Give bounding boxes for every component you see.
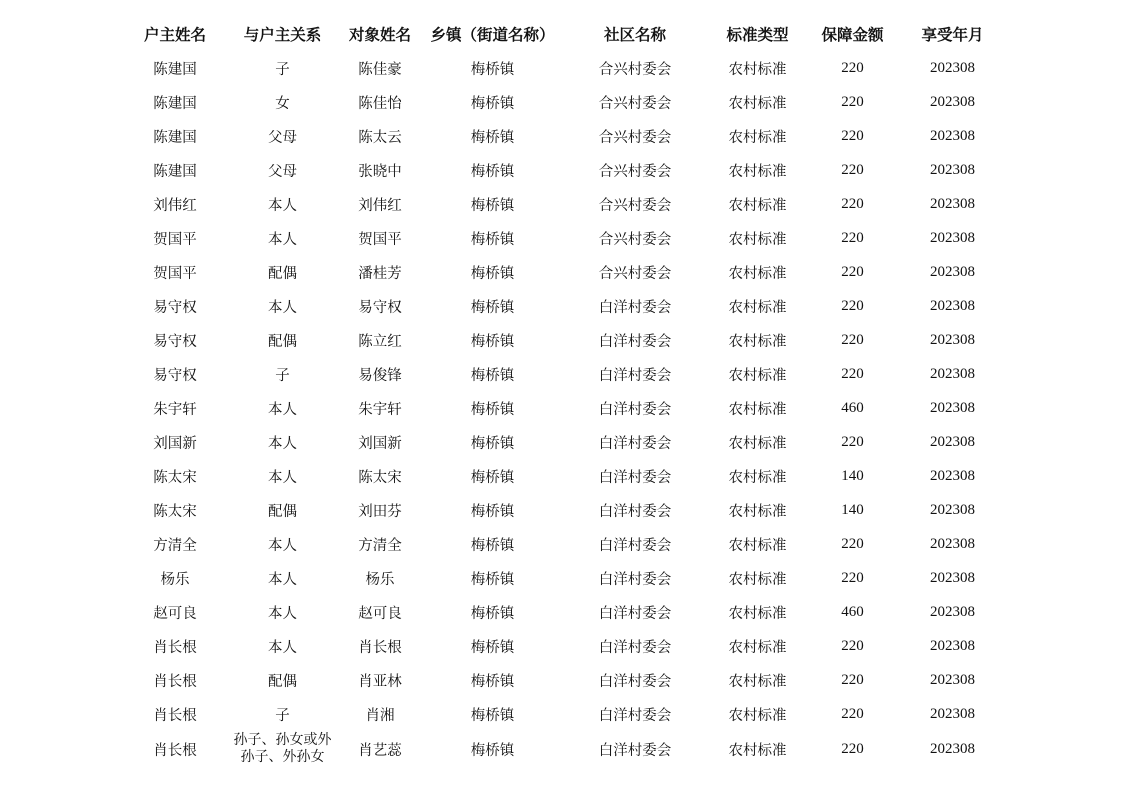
community-cell: 合兴村委会 bbox=[598, 197, 672, 214]
table-row bbox=[120, 731, 1005, 767]
standard-type-cell: 农村标准 bbox=[728, 61, 787, 78]
header-amount: 保障金额 bbox=[821, 26, 884, 44]
household-head-cell: 贺国平 bbox=[153, 265, 197, 282]
amount-cell: 220 bbox=[841, 161, 864, 178]
standard-type-cell: 农村标准 bbox=[728, 503, 787, 520]
community-cell: 合兴村委会 bbox=[598, 95, 672, 112]
town-cell: 梅桥镇 bbox=[470, 265, 515, 282]
relation-cell: 孙子、孙女或外孙子、外孙女 bbox=[233, 732, 332, 765]
beneficiary-name-cell: 刘伟红 bbox=[358, 197, 402, 214]
household-head-cell: 杨乐 bbox=[160, 571, 190, 588]
table-row bbox=[120, 289, 1005, 323]
household-head-cell: 易守权 bbox=[153, 367, 197, 384]
beneficiary-name-cell: 刘国新 bbox=[358, 435, 402, 452]
standard-type-cell: 农村标准 bbox=[728, 265, 787, 282]
household-head-cell: 贺国平 bbox=[153, 231, 197, 248]
year-month-cell: 202308 bbox=[930, 569, 975, 586]
year-month-cell: 202308 bbox=[930, 127, 975, 144]
table-row bbox=[120, 561, 1005, 595]
relation-cell: 子 bbox=[275, 707, 290, 724]
relation-cell: 配偶 bbox=[268, 673, 297, 690]
relation-cell: 父母 bbox=[268, 163, 297, 180]
community-cell: 白洋村委会 bbox=[598, 503, 672, 520]
community-cell: 合兴村委会 bbox=[598, 61, 672, 78]
relation-cell: 女 bbox=[275, 95, 290, 112]
amount-cell: 460 bbox=[841, 603, 864, 620]
year-month-cell: 202308 bbox=[930, 229, 975, 246]
standard-type-cell: 农村标准 bbox=[728, 742, 787, 759]
relation-cell: 子 bbox=[275, 61, 290, 78]
year-month-cell: 202308 bbox=[930, 161, 975, 178]
standard-type-cell: 农村标准 bbox=[728, 367, 787, 384]
relation-cell: 配偶 bbox=[268, 333, 297, 350]
household-head-cell: 陈建国 bbox=[153, 129, 197, 146]
table-row bbox=[120, 357, 1005, 391]
table-row bbox=[120, 595, 1005, 629]
relation-cell: 本人 bbox=[268, 401, 297, 418]
amount-cell: 220 bbox=[841, 229, 864, 246]
beneficiary-name-cell: 潘桂芳 bbox=[358, 265, 402, 282]
amount-cell: 220 bbox=[841, 127, 864, 144]
beneficiary-name-cell: 赵可良 bbox=[358, 605, 402, 622]
table-row bbox=[120, 119, 1005, 153]
year-month-cell: 202308 bbox=[930, 59, 975, 76]
beneficiary-name-cell: 陈佳怡 bbox=[358, 95, 402, 112]
amount-cell: 220 bbox=[841, 705, 864, 722]
household-head-cell: 陈太宋 bbox=[153, 503, 197, 520]
beneficiary-name-cell: 方清全 bbox=[358, 537, 402, 554]
table-row bbox=[120, 663, 1005, 697]
relation-cell: 本人 bbox=[268, 469, 297, 486]
town-cell: 梅桥镇 bbox=[470, 401, 515, 418]
year-month-cell: 202308 bbox=[930, 365, 975, 382]
year-month-cell: 202308 bbox=[930, 535, 975, 552]
amount-cell: 220 bbox=[841, 671, 864, 688]
community-cell: 白洋村委会 bbox=[598, 571, 672, 588]
beneficiary-name-cell: 肖长根 bbox=[358, 639, 402, 656]
table-body bbox=[120, 51, 1005, 767]
town-cell: 梅桥镇 bbox=[470, 707, 515, 724]
town-cell: 梅桥镇 bbox=[470, 61, 515, 78]
relation-cell: 本人 bbox=[268, 537, 297, 554]
header-beneficiary-name: 对象姓名 bbox=[348, 26, 411, 44]
relation-cell: 本人 bbox=[268, 197, 297, 214]
year-month-cell: 202308 bbox=[930, 399, 975, 416]
year-month-cell: 202308 bbox=[930, 467, 975, 484]
year-month-cell: 202308 bbox=[930, 705, 975, 722]
household-head-cell: 肖长根 bbox=[153, 673, 197, 690]
year-month-cell: 202308 bbox=[930, 297, 975, 314]
amount-cell: 140 bbox=[841, 467, 864, 484]
beneficiary-name-cell: 肖湘 bbox=[365, 707, 395, 724]
year-month-cell: 202308 bbox=[930, 195, 975, 212]
header-town: 乡镇（街道名称） bbox=[430, 26, 555, 44]
amount-cell: 220 bbox=[841, 569, 864, 586]
amount-cell: 220 bbox=[841, 365, 864, 382]
header-community: 社区名称 bbox=[603, 26, 666, 44]
amount-cell: 220 bbox=[841, 331, 864, 348]
amount-cell: 220 bbox=[841, 297, 864, 314]
table-row bbox=[120, 493, 1005, 527]
town-cell: 梅桥镇 bbox=[470, 95, 515, 112]
community-cell: 白洋村委会 bbox=[598, 401, 672, 418]
community-cell: 白洋村委会 bbox=[598, 367, 672, 384]
town-cell: 梅桥镇 bbox=[470, 503, 515, 520]
town-cell: 梅桥镇 bbox=[470, 469, 515, 486]
table-row bbox=[120, 459, 1005, 493]
table-row bbox=[120, 527, 1005, 561]
beneficiary-name-cell: 刘田芬 bbox=[358, 503, 402, 520]
beneficiary-name-cell: 易守权 bbox=[358, 299, 402, 316]
household-head-cell: 陈建国 bbox=[153, 163, 197, 180]
community-cell: 白洋村委会 bbox=[598, 673, 672, 690]
amount-cell: 220 bbox=[841, 59, 864, 76]
amount-cell: 220 bbox=[841, 535, 864, 552]
household-head-cell: 陈建国 bbox=[153, 61, 197, 78]
standard-type-cell: 农村标准 bbox=[728, 197, 787, 214]
household-head-cell: 肖长根 bbox=[153, 742, 197, 759]
town-cell: 梅桥镇 bbox=[470, 129, 515, 146]
amount-cell: 220 bbox=[841, 740, 864, 757]
beneficiary-name-cell: 陈太云 bbox=[358, 129, 402, 146]
town-cell: 梅桥镇 bbox=[470, 333, 515, 350]
year-month-cell: 202308 bbox=[930, 603, 975, 620]
relation-cell: 本人 bbox=[268, 435, 297, 452]
relation-cell: 子 bbox=[275, 367, 290, 384]
year-month-cell: 202308 bbox=[930, 263, 975, 280]
beneficiary-name-cell: 张晓中 bbox=[358, 163, 402, 180]
community-cell: 合兴村委会 bbox=[598, 231, 672, 248]
table-row bbox=[120, 153, 1005, 187]
year-month-cell: 202308 bbox=[930, 671, 975, 688]
standard-type-cell: 农村标准 bbox=[728, 469, 787, 486]
relation-cell: 本人 bbox=[268, 299, 297, 316]
beneficiary-name-cell: 杨乐 bbox=[365, 571, 395, 588]
community-cell: 白洋村委会 bbox=[598, 333, 672, 350]
standard-type-cell: 农村标准 bbox=[728, 707, 787, 724]
relation-cell: 父母 bbox=[268, 129, 297, 146]
town-cell: 梅桥镇 bbox=[470, 435, 515, 452]
relation-cell: 本人 bbox=[268, 571, 297, 588]
relation-cell: 配偶 bbox=[268, 265, 297, 282]
standard-type-cell: 农村标准 bbox=[728, 605, 787, 622]
town-cell: 梅桥镇 bbox=[470, 571, 515, 588]
amount-cell: 220 bbox=[841, 263, 864, 280]
table-row bbox=[120, 323, 1005, 357]
household-head-cell: 方清全 bbox=[153, 537, 197, 554]
amount-cell: 460 bbox=[841, 399, 864, 416]
town-cell: 梅桥镇 bbox=[470, 163, 515, 180]
town-cell: 梅桥镇 bbox=[470, 742, 515, 759]
standard-type-cell: 农村标准 bbox=[728, 333, 787, 350]
relation-cell: 本人 bbox=[268, 605, 297, 622]
amount-cell: 220 bbox=[841, 93, 864, 110]
standard-type-cell: 农村标准 bbox=[728, 673, 787, 690]
household-head-cell: 陈建国 bbox=[153, 95, 197, 112]
year-month-cell: 202308 bbox=[930, 740, 975, 757]
amount-cell: 140 bbox=[841, 501, 864, 518]
household-head-cell: 刘国新 bbox=[153, 435, 197, 452]
community-cell: 合兴村委会 bbox=[598, 265, 672, 282]
community-cell: 白洋村委会 bbox=[598, 435, 672, 452]
table-row bbox=[120, 51, 1005, 85]
beneficiary-name-cell: 朱宇轩 bbox=[358, 401, 402, 418]
beneficiary-name-cell: 贺国平 bbox=[358, 231, 402, 248]
household-head-cell: 肖长根 bbox=[153, 639, 197, 656]
standard-type-cell: 农村标准 bbox=[728, 129, 787, 146]
standard-type-cell: 农村标准 bbox=[728, 537, 787, 554]
standard-type-cell: 农村标准 bbox=[728, 231, 787, 248]
table-row bbox=[120, 629, 1005, 663]
community-cell: 白洋村委会 bbox=[598, 469, 672, 486]
community-cell: 白洋村委会 bbox=[598, 742, 672, 759]
standard-type-cell: 农村标准 bbox=[728, 571, 787, 588]
amount-cell: 220 bbox=[841, 637, 864, 654]
town-cell: 梅桥镇 bbox=[470, 299, 515, 316]
header-standard-type: 标准类型 bbox=[726, 26, 789, 44]
town-cell: 梅桥镇 bbox=[470, 231, 515, 248]
beneficiary-name-cell: 肖亚林 bbox=[358, 673, 402, 690]
community-cell: 白洋村委会 bbox=[598, 707, 672, 724]
standard-type-cell: 农村标准 bbox=[728, 299, 787, 316]
header-year-month: 享受年月 bbox=[921, 26, 984, 44]
town-cell: 梅桥镇 bbox=[470, 673, 515, 690]
header-relation: 与户主关系 bbox=[243, 26, 322, 44]
beneficiary-name-cell: 陈太宋 bbox=[358, 469, 402, 486]
year-month-cell: 202308 bbox=[930, 93, 975, 110]
table-row bbox=[120, 391, 1005, 425]
header-household-head: 户主姓名 bbox=[143, 26, 206, 44]
town-cell: 梅桥镇 bbox=[470, 197, 515, 214]
amount-cell: 220 bbox=[841, 195, 864, 212]
household-head-cell: 陈太宋 bbox=[153, 469, 197, 486]
household-head-cell: 肖长根 bbox=[153, 707, 197, 724]
standard-type-cell: 农村标准 bbox=[728, 401, 787, 418]
relation-cell: 配偶 bbox=[268, 503, 297, 520]
year-month-cell: 202308 bbox=[930, 501, 975, 518]
town-cell: 梅桥镇 bbox=[470, 367, 515, 384]
community-cell: 白洋村委会 bbox=[598, 639, 672, 656]
community-cell: 白洋村委会 bbox=[598, 537, 672, 554]
standard-type-cell: 农村标准 bbox=[728, 95, 787, 112]
beneficiary-name-cell: 陈立红 bbox=[358, 333, 402, 350]
standard-type-cell: 农村标准 bbox=[728, 639, 787, 656]
year-month-cell: 202308 bbox=[930, 331, 975, 348]
town-cell: 梅桥镇 bbox=[470, 537, 515, 554]
standard-type-cell: 农村标准 bbox=[728, 163, 787, 180]
benefit-roster-table bbox=[120, 17, 1005, 767]
town-cell: 梅桥镇 bbox=[470, 639, 515, 656]
community-cell: 白洋村委会 bbox=[598, 299, 672, 316]
household-head-cell: 朱宇轩 bbox=[153, 401, 197, 418]
household-head-cell: 易守权 bbox=[153, 299, 197, 316]
table-row bbox=[120, 697, 1005, 731]
year-month-cell: 202308 bbox=[930, 433, 975, 450]
community-cell: 合兴村委会 bbox=[598, 129, 672, 146]
table-row bbox=[120, 221, 1005, 255]
beneficiary-name-cell: 肖艺蕊 bbox=[358, 742, 402, 759]
table-row bbox=[120, 425, 1005, 459]
household-head-cell: 易守权 bbox=[153, 333, 197, 350]
amount-cell: 220 bbox=[841, 433, 864, 450]
header-row bbox=[120, 17, 1005, 51]
relation-cell: 本人 bbox=[268, 231, 297, 248]
household-head-cell: 赵可良 bbox=[153, 605, 197, 622]
table-row bbox=[120, 187, 1005, 221]
table-header bbox=[120, 17, 1005, 51]
beneficiary-name-cell: 易俊锋 bbox=[358, 367, 402, 384]
household-head-cell: 刘伟红 bbox=[153, 197, 197, 214]
town-cell: 梅桥镇 bbox=[470, 605, 515, 622]
beneficiary-name-cell: 陈佳豪 bbox=[358, 61, 402, 78]
table-row bbox=[120, 255, 1005, 289]
relation-cell: 本人 bbox=[268, 639, 297, 656]
year-month-cell: 202308 bbox=[930, 637, 975, 654]
community-cell: 合兴村委会 bbox=[598, 163, 672, 180]
standard-type-cell: 农村标准 bbox=[728, 435, 787, 452]
table-row bbox=[120, 85, 1005, 119]
community-cell: 白洋村委会 bbox=[598, 605, 672, 622]
